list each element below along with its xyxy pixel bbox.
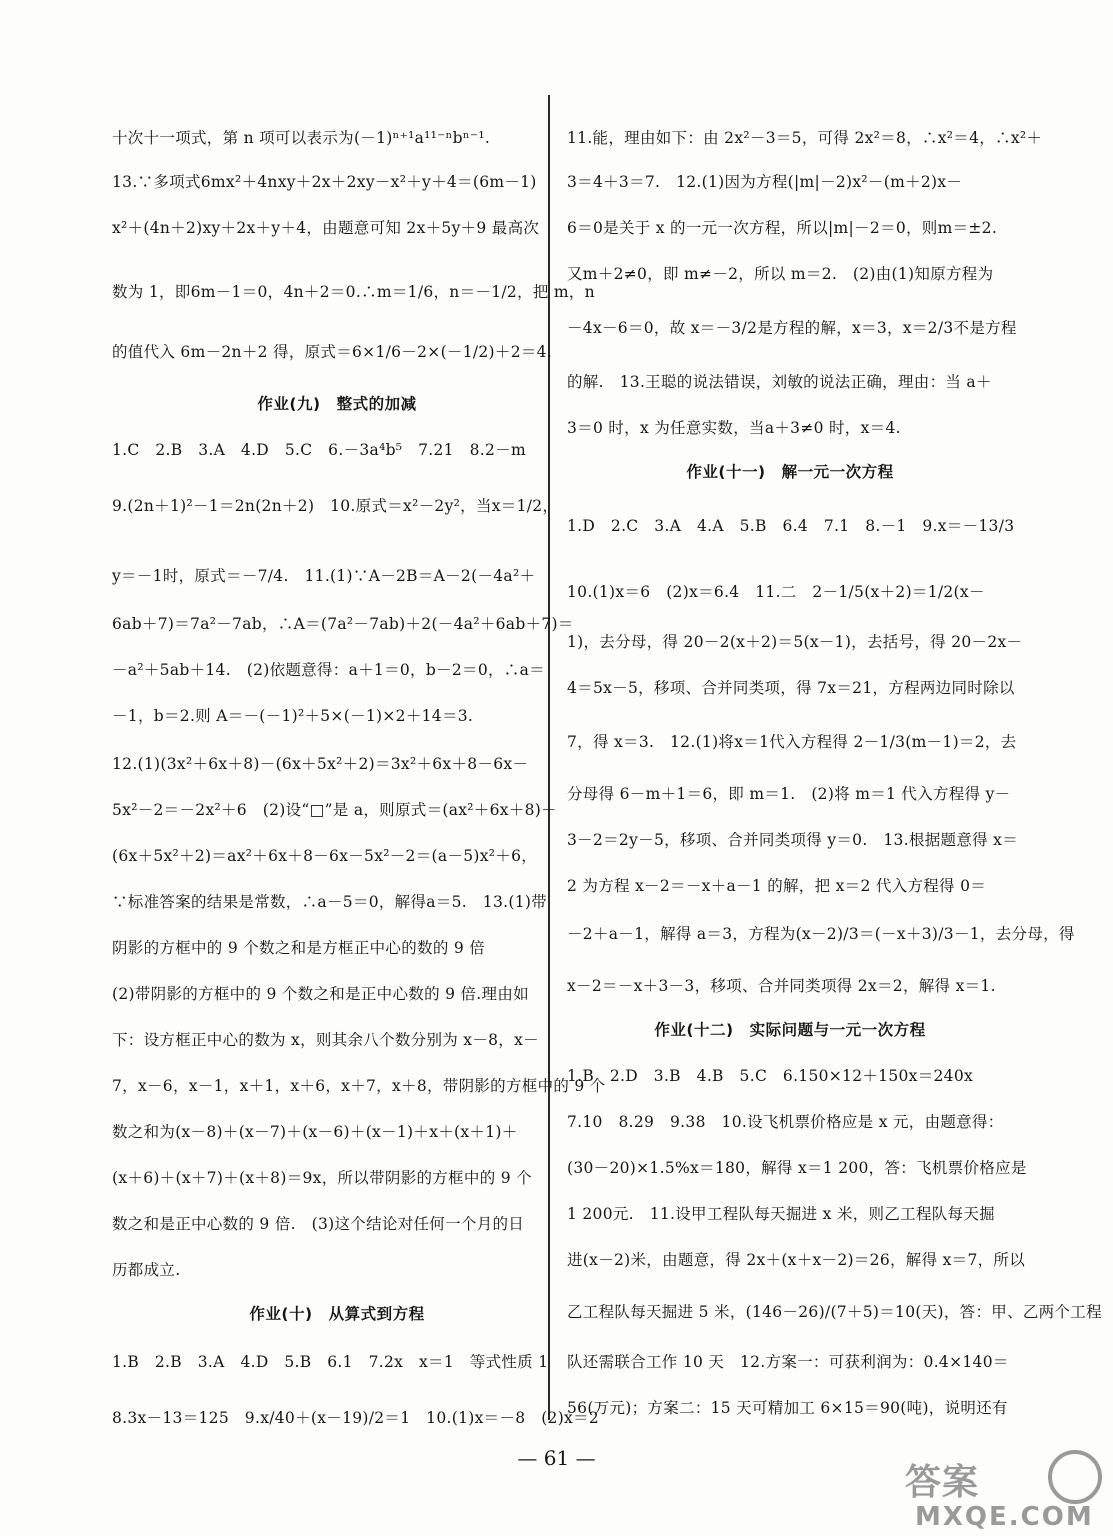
text-line: 4＝5x－5，移项、合并同类项，得 7x＝21，方程两边同时除以 (567, 679, 1015, 697)
text-line: 阴影的方框中的 9 个数之和是方框正中心的数的 9 倍 (112, 939, 486, 957)
text-line: 数之和为(x－8)＋(x－7)＋(x－6)＋(x－1)＋x＋(x＋1)＋ (112, 1123, 518, 1141)
text-line: ∵标准答案的结果是常数，∴a－5＝0，解得a＝5. 13.(1)带 (112, 893, 548, 911)
page-number: — 61 — (517, 1446, 596, 1470)
section-heading-9: 作业(九) 整式的加减 (257, 395, 417, 413)
text-line: x－2＝－x＋3－3，移项、合并同类项得 2x＝2，解得 x＝1. (567, 977, 996, 995)
text-line: 分母得 6－m＋1＝6，即 m＝1. (2)将 m＝1 代入方程得 y－ (567, 785, 1011, 803)
text-line: 数为 1，即6m－1＝0，4n＋2＝0.∴m＝1/6，n＝－1/2，把 m，n (112, 283, 595, 301)
text-line: 进(x－2)米，由题意，得 2x＋(x＋x－2)＝26，解得 x＝7，所以 (567, 1251, 1026, 1269)
text-line: 1 200元. 11.设甲工程队每天掘进 x 米，则乙工程队每天掘 (567, 1205, 995, 1223)
text-line: 3＝0 时，x 为任意实数，当a＋3≠0 时，x＝4. (567, 419, 901, 437)
text-line: 5x²－2＝－2x²＋6 (2)设“□”是 a，则原式＝(ax²＋6x＋8)－ (112, 801, 557, 819)
text-line: 1.C 2.B 3.A 4.D 5.C 6.－3a⁴b⁵ 7.21 8.2－m (112, 441, 526, 459)
text-line: (x＋6)＋(x＋7)＋(x＋8)＝9x，所以带阴影的方框中的 9 个 (112, 1169, 532, 1187)
text-line: 3－2＝2y－5，移项、合并同类项得 y＝0. 13.根据题意得 x＝ (567, 831, 1018, 849)
text-line: 1)，去分母，得 20－2(x＋2)＝5(x－1)，去括号，得 20－2x－ (567, 633, 1023, 651)
watermark (905, 1450, 1110, 1535)
text-line: 的解. 13.王聪的说法错误，刘敏的说法正确，理由：当 a＋ (567, 373, 992, 391)
text-line: 8.3x－13＝125 9.x/40＋(x－19)/2＝1 10.(1)x＝－8 (2)x＝2 (112, 1409, 600, 1427)
text-line: 7，得 x＝3. 12.(1)将x＝1代入方程得 2－1/3(m－1)＝2，去 (567, 733, 1017, 751)
text-line: 乙工程队每天掘进 5 米，(146－26)/(7＋5)＝10(天)，答：甲、乙两个工程 (567, 1303, 1102, 1321)
text-line: x²＋(4n＋2)xy＋2x＋y＋4，由题意可知 2x＋5y＋9 最高次 (112, 219, 540, 237)
text-line: 3＝4＋3＝7. 12.(1)因为方程(|m|－2)x²－(m＋2)x－ (567, 173, 963, 191)
text-line: 又m＋2≠0，即 m≠－2，所以 m＝2. (2)由(1)知原方程为 (567, 265, 994, 283)
text-line: 的值代入 6m－2n＋2 得，原式＝6×1/6－2×(－1/2)＋2＝4. (112, 343, 553, 361)
text-line: 12.(1)(3x²＋6x＋8)－(6x＋5x²＋2)＝3x²＋6x＋8－6x－ (112, 755, 529, 773)
text-line: (30－20)×1.5%x＝180，解得 x＝1 200，答：飞机票价格应是 (567, 1159, 1027, 1177)
text-line: －1，b＝2.则 A＝－(－1)²＋5×(－1)×2＋14＝3. (112, 707, 474, 725)
text-line: 下：设方框正中心的数为 x，则其余八个数分别为 x－8，x－ (112, 1031, 539, 1049)
section-heading-10: 作业(十) 从算式到方程 (249, 1305, 425, 1323)
text-line: 队还需联合工作 10 天 12.方案一：可获利润为：0.4×140＝ (567, 1353, 1009, 1371)
text-line: 历都成立. (112, 1261, 181, 1279)
text-line: 十次十一项式，第 n 项可以表示为(－1)ⁿ⁺¹a¹¹⁻ⁿbⁿ⁻¹. (112, 129, 491, 147)
text-line: (2)带阴影的方框中的 9 个数之和是正中心数的 9 倍.理由如 (112, 985, 529, 1003)
text-line: 6ab＋7)＝7a²－7ab，∴A＝(7a²－7ab)＋2(－4a²＋6ab＋7)＝ (112, 615, 574, 633)
watermark-logo: 答案 (905, 1462, 980, 1503)
text-line: 6＝0是关于 x 的一元一次方程，所以|m|－2＝0，则m＝±2. (567, 219, 998, 237)
text-line: 1.D 2.C 3.A 4.A 5.B 6.4 7.1 8.－1 9.x＝－13/3 (567, 517, 1015, 535)
watermark-url: MXQE.COM (915, 1502, 1094, 1532)
text-line: －2＋a－1，解得 a＝3，方程为(x－2)/3＝(－x＋3)/3－1，去分母，得 (567, 925, 1075, 943)
watermark-circle-icon (1048, 1450, 1102, 1504)
text-line: 7.10 8.29 9.38 10.设飞机票价格应是 x 元，由题意得： (567, 1113, 1004, 1131)
section-heading-12: 作业(十二) 实际问题与一元一次方程 (654, 1021, 926, 1039)
text-line: －4x－6＝0，故 x＝－3/2是方程的解，x＝3，x＝2/3不是方程 (567, 319, 1017, 337)
text-line: 9.(2n＋1)²－1＝2n(2n＋2) 10.原式＝x²－2y²，当x＝1/2， (112, 497, 559, 515)
text-line: 13.∵多项式6mx²＋4nxy＋2x＋2xy－x²＋y＋4＝(6m－1) (112, 173, 537, 191)
text-line: 10.(1)x＝6 (2)x＝6.4 11.二 2－1/5(x＋2)＝1/2(x－ (567, 583, 985, 601)
text-line: 56(万元)；方案二：15 天可精加工 6×15＝90(吨)，说明还有 (567, 1399, 1008, 1417)
section-heading-11: 作业(十一) 解一元一次方程 (686, 463, 894, 481)
text-line: y＝－1时，原式＝－7/4. 11.(1)∵A－2B＝A－2(－4a²＋ (112, 567, 536, 585)
text-line: 1.B 2.B 3.A 4.D 5.B 6.1 7.2x x＝1 等式性质 1 (112, 1353, 549, 1371)
text-line: 数之和是正中心数的 9 倍. (3)这个结论对任何一个月的日 (112, 1215, 525, 1233)
text-line: －a²＋5ab＋14. (2)依题意得：a＋1＝0，b－2＝0，∴a＝ (112, 661, 545, 679)
text-line: (6x＋5x²＋2)＝ax²＋6x＋8－6x－5x²－2＝(a－5)x²＋6， (112, 847, 538, 865)
text-line: 2 为方程 x－2＝－x＋a－1 的解，把 x＝2 代入方程得 0＝ (567, 877, 987, 895)
text-line: 11.能，理由如下：由 2x²－3＝5，可得 2x²＝8，∴x²＝4，∴x²＋ (567, 129, 1043, 147)
text-line: 1.B 2.D 3.B 4.B 5.C 6.150×12＋150x＝240x (567, 1067, 974, 1085)
text-line: 7，x－6，x－1，x＋1，x＋6，x＋7，x＋8，带阴影的方框中的 9 个 (112, 1077, 606, 1095)
